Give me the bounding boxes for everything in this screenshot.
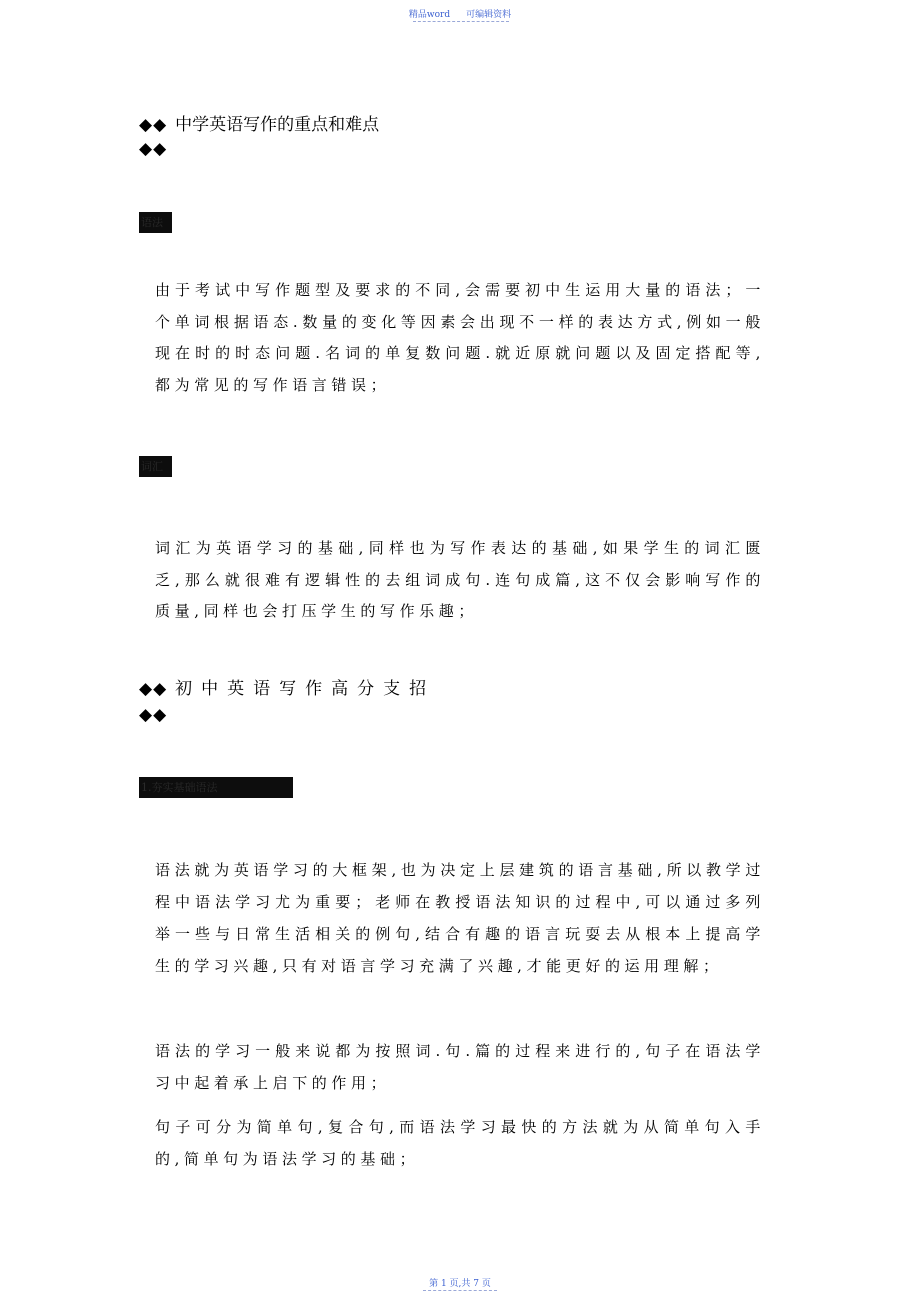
header-left-text: 精品word [408, 10, 451, 20]
footer-divider [423, 1290, 497, 1291]
paragraph-grammar: 由于考试中写作题型及要求的不同,会需要初中生运用大量的语法；一个单词根据语态.数量的变化等因素会出现不一样的表达方式,例如一般现在时的时态问题.名词的单复数问题.就近原就问题以及固定搭配等,都为常见的写作语言错误； [155, 281, 765, 394]
diamond-bullet-icon: ◆◆ [139, 679, 168, 699]
label-grammar: 语法 [139, 212, 172, 233]
diamond-bullet-icon: ◆◆ [139, 705, 168, 725]
page-header [0, 7, 920, 20]
label-vocabulary: 词汇 [139, 456, 172, 477]
page-footer: 第 1 页,共 7 页 [429, 1279, 491, 1289]
section-title: 中学英语写作的重点和难点 [175, 115, 380, 135]
header-right-text: 可编辑资料 [466, 10, 512, 20]
diamond-bullet-icon: ◆◆ [139, 139, 168, 159]
diamond-bullet-icon: ◆◆ [139, 115, 168, 135]
section-heading-difficulties [139, 113, 379, 137]
label-tip-1: 1.夯实基础语法 [139, 777, 293, 798]
paragraph-tip-1: 语法就为英语学习的大框架,也为决定上层建筑的语言基础,所以教学过程中语法学习尤为重要；老师在教授语法知识的过程中,可以通过多列举一些与日常生活相关的例句,结合有趣的语言玩耍去从根本上提高学生的学习兴趣,只有对语言学习充满了兴趣,才能更好的运用理解； [155, 861, 765, 975]
paragraph-vocabulary: 词汇为英语学习的基础,同样也为写作表达的基础,如果学生的词汇匮乏,那么就很难有逻辑性的去组词成句.连句成篇,这不仅会影响写作的质量,同样也会打压学生的写作乐趣； [155, 539, 765, 620]
section-heading-tips [139, 677, 435, 701]
paragraph-tip-3: 句子可分为简单句,复合句,而语法学习最快的方法就为从简单句入手的,简单句为语法学习的基础； [155, 1118, 765, 1168]
paragraph-tip-2: 语法的学习一般来说都为按照词.句.篇的过程来进行的,句子在语法学习中起着承上启下的作用； [155, 1042, 765, 1092]
section-title: 初中英语写作高分支招 [175, 679, 436, 699]
header-divider [413, 21, 509, 22]
